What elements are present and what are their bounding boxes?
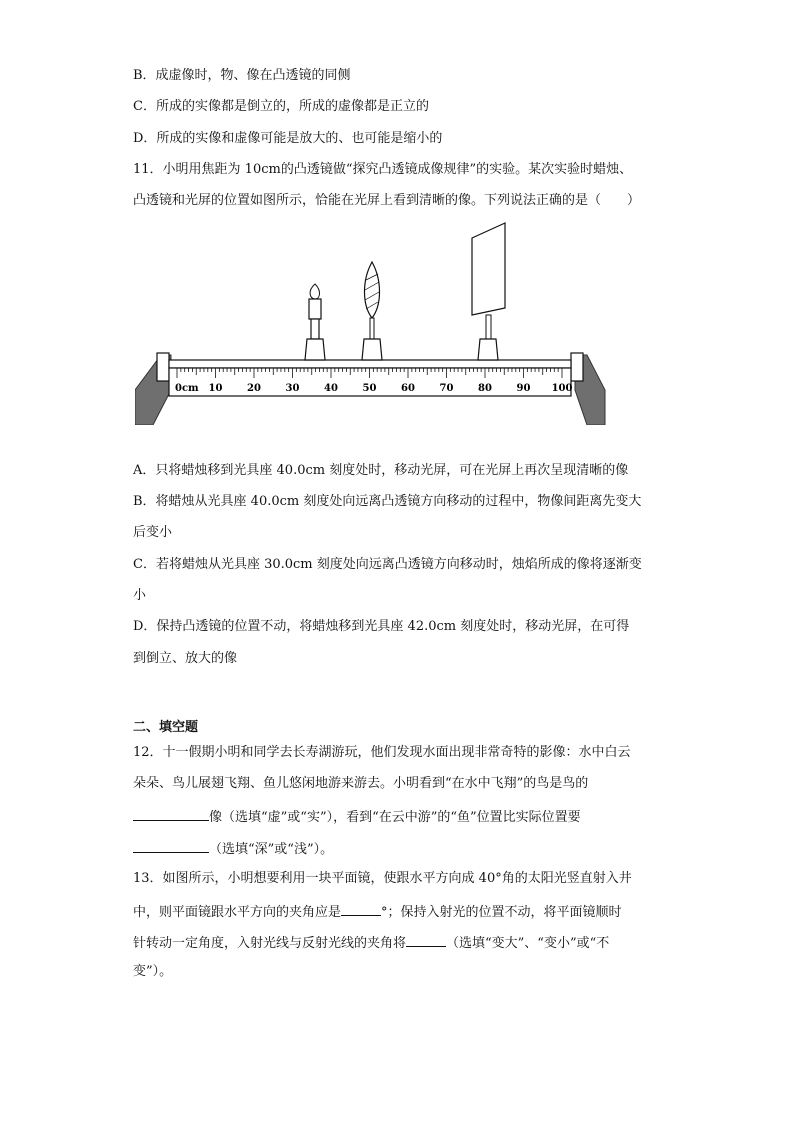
candle-flame: [310, 284, 319, 299]
q13-line1: 13．如图所示，小明想要利用一块平面镜，使跟水平方向成 40°角的太阳光竖直射入井: [133, 871, 632, 886]
q13-blank-2[interactable]: [406, 932, 446, 947]
lens-stand-base: [362, 339, 382, 360]
option-b-prev: B．成虚像时，物、像在凸透镜的同侧: [133, 68, 351, 83]
screen-rod: [486, 315, 491, 340]
q12-line4-text: （选填“深”或“浅”）。: [209, 842, 334, 857]
q11-option-a: A．只将蜡烛移到光具座 40.0cm 刻度处时，移动光屏，可在光屏上再次呈现清晰的像: [133, 463, 629, 478]
q12-line3: [133, 806, 581, 827]
option-c-prev: C．所成的实像都是倒立的，所成的虚像都是正立的: [133, 99, 429, 114]
rail-top: [169, 360, 571, 368]
ruler-label: 60: [401, 383, 415, 394]
q11-option-c-line1: C．若将蜡烛从光具座 30.0cm 刻度处向远离凸透镜方向移动时，烛焰所成的像将逐渐变: [133, 557, 642, 572]
q12-line3-text: 像（选填“虚”或“实”），看到“在云中游”的“鱼”位置比实际位置要: [209, 810, 581, 825]
q11-stem-line2: 凸透镜和光屏的位置如图所示，恰能在光屏上看到清晰的像。下列说法正确的是（ ）: [133, 193, 641, 208]
ruler-label: 90: [516, 383, 531, 394]
q13-line2-text-b: °；保持入射光的位置不动，将平面镜顺时: [381, 905, 622, 920]
q13-blank-1[interactable]: [341, 901, 381, 916]
ruler-label: 20: [247, 383, 261, 394]
q13-line2: [133, 901, 622, 922]
ruler-label: 50: [362, 383, 377, 394]
ruler-label: 80: [478, 383, 492, 394]
q12-line2: 朵朵、鸟儿展翅飞翔、鱼儿悠闲地游来游去。小明看到“在水中飞翔”的鸟是鸟的: [133, 776, 589, 791]
q13-line2-text-a: 中，则平面镜跟水平方向的夹角应是: [133, 905, 342, 920]
convex-lens: [362, 262, 382, 360]
screen-stand-base: [478, 339, 498, 360]
candle-holder: [311, 319, 319, 339]
lens-rod: [370, 318, 374, 340]
q11-option-b-line1: B．将蜡烛从光具座 40.0cm 刻度处向远离凸透镜方向移动的过程中，物像间距离先变大: [133, 494, 642, 509]
left-end-block: [157, 353, 169, 381]
candle-body: [309, 299, 321, 319]
option-d-prev: D．所成的实像和虚像可能是放大的、也可能是缩小的: [133, 131, 443, 146]
ruler-label: 40: [324, 383, 338, 394]
ruler-label: 10: [208, 383, 223, 394]
candle: [305, 284, 325, 360]
q12-line4: [133, 838, 333, 859]
q11-option-d-line2: 到倒立、放大的像: [133, 651, 238, 666]
ruler-label: 30: [285, 383, 300, 394]
section-heading: 二、填空题: [133, 720, 199, 735]
right-end-block: [571, 353, 583, 381]
q13-line3-text-a: 针转动一定角度，入射光线与反射光线的夹角将: [133, 936, 407, 951]
q12-blank-1[interactable]: [133, 806, 209, 821]
optical-bench-figure: [135, 220, 615, 425]
q11-stem-line1: 11．小明用焦距为 10cm的凸透镜做“探究凸透镜成像规律”的实验。某次实验时蜡烛、: [133, 162, 633, 177]
light-screen: [472, 223, 505, 360]
q13-line3-text-b: （选填“变大”、“变小”或“不: [446, 936, 610, 951]
lens-body: [365, 262, 380, 318]
q13-line3: [133, 932, 609, 953]
q12-line1: 12．十一假期小明和同学去长寿湖游玩，他们发现水面出现非常奇特的影像：水中白云: [133, 745, 631, 760]
q11-option-b-line2: 后变小: [133, 525, 173, 540]
q13-line4: 变”）。: [133, 964, 173, 979]
ruler-label: 100: [551, 383, 573, 394]
ruler-label: 0cm: [175, 383, 199, 394]
candle-stand-base: [305, 339, 325, 360]
q11-option-c-line2: 小: [133, 588, 147, 603]
screen-panel: [472, 223, 505, 315]
ruler-label: 70: [439, 383, 454, 394]
q12-blank-2[interactable]: [133, 838, 209, 853]
q11-option-d-line1: D．保持凸透镜的位置不动，将蜡烛移到光具座 42.0cm 刻度处时，移动光屏，在可得: [133, 619, 630, 634]
